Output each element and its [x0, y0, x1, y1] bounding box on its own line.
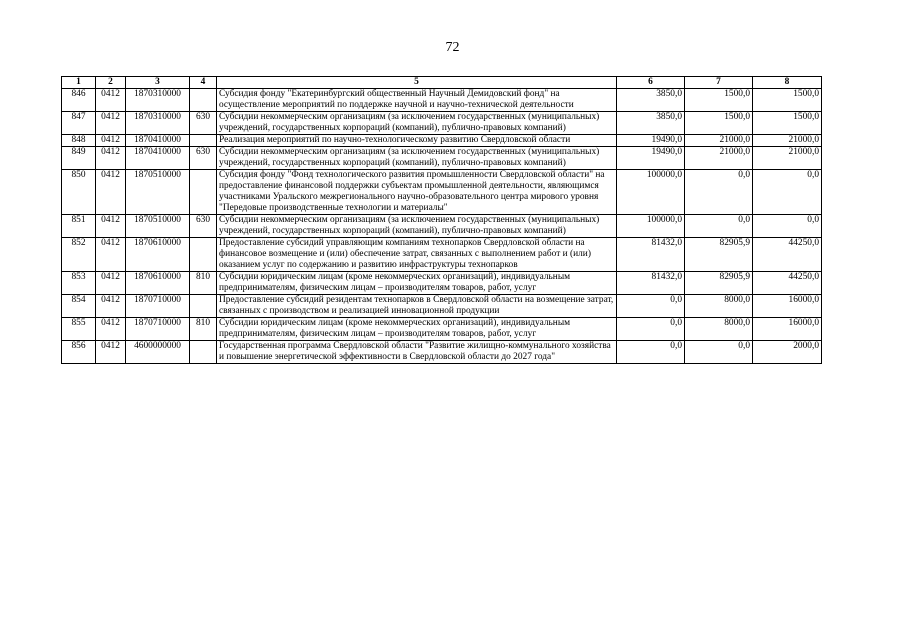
amount-year-1-cell: 0,0 [617, 341, 685, 364]
table-row [62, 170, 822, 215]
section-code-cell: 0412 [96, 135, 126, 147]
amount-year-3-cell: 2000,0 [753, 341, 822, 364]
description-cell: Субсидии юридическим лицам (кроме некоммерческих организаций), индивидуальным предпринимателям, физическим лицам – производителям товаров, работ, услуг [217, 272, 617, 295]
row-number-cell: 846 [62, 89, 96, 112]
amount-year-3-cell: 0,0 [753, 215, 822, 238]
expense-type-cell: 810 [190, 318, 217, 341]
section-code-cell: 0412 [96, 215, 126, 238]
column-header: 4 [190, 77, 217, 89]
amount-year-3-cell: 1500,0 [753, 112, 822, 135]
column-header: 7 [685, 77, 753, 89]
description-cell: Реализация мероприятий по научно-технологическому развитию Свердловской области [217, 135, 617, 147]
amount-year-1-cell: 19490,0 [617, 135, 685, 147]
target-article-cell: 1870610000 [126, 238, 190, 272]
row-number-cell: 851 [62, 215, 96, 238]
expense-type-cell: 630 [190, 112, 217, 135]
section-code-cell: 0412 [96, 341, 126, 364]
description-cell: Государственная программа Свердловской области "Развитие жилищно-коммунального хозяйства и повышение энергетической эффективности в Свердловской области до 2027 года" [217, 341, 617, 364]
section-code-cell: 0412 [96, 318, 126, 341]
page-number: 72 [445, 40, 460, 55]
table-row [62, 295, 822, 318]
amount-year-1-cell: 81432,0 [617, 272, 685, 295]
expense-type-cell [190, 89, 217, 112]
target-article-cell: 4600000000 [126, 341, 190, 364]
row-number-cell: 853 [62, 272, 96, 295]
amount-year-3-cell: 0,0 [753, 170, 822, 215]
section-code-cell: 0412 [96, 272, 126, 295]
description-cell: Предоставление субсидий управляющим компаниям технопарков Свердловской области на финансовое возмещение и (или) обеспечение затрат, связанных с выполнением работ и (или) оказанием услуг по содержанию и развитию инфраструктуры технопарков [217, 238, 617, 272]
expense-type-cell: 630 [190, 215, 217, 238]
description-cell: Субсидии некоммерческим организациям (за исключением государственных (муниципальных) учреждений, государственных корпораций (компаний), публично-правовых компаний) [217, 112, 617, 135]
amount-year-2-cell: 82905,9 [685, 238, 753, 272]
table-row [62, 238, 822, 272]
section-code-cell: 0412 [96, 170, 126, 215]
amount-year-3-cell: 21000,0 [753, 147, 822, 170]
expense-type-cell: 810 [190, 272, 217, 295]
column-header: 2 [96, 77, 126, 89]
expense-type-cell [190, 170, 217, 215]
amount-year-3-cell: 44250,0 [753, 238, 822, 272]
column-header: 1 [62, 77, 96, 89]
column-header: 3 [126, 77, 190, 89]
row-number-cell: 852 [62, 238, 96, 272]
table-row [62, 215, 822, 238]
budget-table [61, 76, 822, 364]
target-article-cell: 1870410000 [126, 147, 190, 170]
header-row [62, 77, 822, 89]
description-cell: Предоставление субсидий резидентам технопарков в Свердловской области на возмещение затрат, связанных с производством и реализацией инновационной продукции [217, 295, 617, 318]
column-header: 6 [617, 77, 685, 89]
row-number-cell: 848 [62, 135, 96, 147]
expense-type-cell [190, 341, 217, 364]
amount-year-1-cell: 3850,0 [617, 112, 685, 135]
expense-type-cell [190, 135, 217, 147]
description-cell: Субсидии некоммерческим организациям (за исключением государственных (муниципальных) учреждений, государственных корпораций (компаний), публично-правовых компаний) [217, 147, 617, 170]
description-cell: Субсидия фонду "Екатеринбургский общественный Научный Демидовский фонд" на осуществление мероприятий по поддержке научной и научно-технической деятельности [217, 89, 617, 112]
target-article-cell: 1870310000 [126, 89, 190, 112]
target-article-cell: 1870710000 [126, 295, 190, 318]
section-code-cell: 0412 [96, 112, 126, 135]
table-row [62, 318, 822, 341]
table-body [62, 89, 822, 364]
row-number-cell: 854 [62, 295, 96, 318]
amount-year-2-cell: 0,0 [685, 170, 753, 215]
table-row [62, 135, 822, 147]
amount-year-2-cell: 0,0 [685, 341, 753, 364]
amount-year-1-cell: 0,0 [617, 295, 685, 318]
amount-year-2-cell: 21000,0 [685, 135, 753, 147]
target-article-cell: 1870410000 [126, 135, 190, 147]
amount-year-1-cell: 3850,0 [617, 89, 685, 112]
row-number-cell: 849 [62, 147, 96, 170]
target-article-cell: 1870510000 [126, 170, 190, 215]
amount-year-2-cell: 21000,0 [685, 147, 753, 170]
amount-year-3-cell: 44250,0 [753, 272, 822, 295]
amount-year-1-cell: 19490,0 [617, 147, 685, 170]
amount-year-2-cell: 0,0 [685, 215, 753, 238]
section-code-cell: 0412 [96, 295, 126, 318]
target-article-cell: 1870310000 [126, 112, 190, 135]
target-article-cell: 1870710000 [126, 318, 190, 341]
description-cell: Субсидии юридическим лицам (кроме некоммерческих организаций), индивидуальным предпринимателям, физическим лицам – производителям товаров, работ, услуг [217, 318, 617, 341]
expense-type-cell [190, 238, 217, 272]
table-row [62, 112, 822, 135]
section-code-cell: 0412 [96, 147, 126, 170]
amount-year-2-cell: 8000,0 [685, 318, 753, 341]
amount-year-1-cell: 81432,0 [617, 238, 685, 272]
table-row [62, 147, 822, 170]
row-number-cell: 855 [62, 318, 96, 341]
row-number-cell: 847 [62, 112, 96, 135]
table-row [62, 89, 822, 112]
row-number-cell: 850 [62, 170, 96, 215]
table-row [62, 341, 822, 364]
amount-year-1-cell: 0,0 [617, 318, 685, 341]
description-cell: Субсидия фонду "Фонд технологического развития промышленности Свердловской области" на предоставление финансовой поддержки субъектам промышленной деятельности, являющимся участниками Уральского межрегионального научно-образовательного центра мирового уровня "Передовые производственные технологии и материалы" [217, 170, 617, 215]
target-article-cell: 1870610000 [126, 272, 190, 295]
amount-year-3-cell: 21000,0 [753, 135, 822, 147]
section-code-cell: 0412 [96, 238, 126, 272]
amount-year-1-cell: 100000,0 [617, 215, 685, 238]
amount-year-2-cell: 1500,0 [685, 112, 753, 135]
amount-year-3-cell: 1500,0 [753, 89, 822, 112]
column-header: 8 [753, 77, 822, 89]
target-article-cell: 1870510000 [126, 215, 190, 238]
amount-year-2-cell: 1500,0 [685, 89, 753, 112]
expense-type-cell [190, 295, 217, 318]
amount-year-3-cell: 16000,0 [753, 295, 822, 318]
row-number-cell: 856 [62, 341, 96, 364]
column-header: 5 [217, 77, 617, 89]
section-code-cell: 0412 [96, 89, 126, 112]
amount-year-1-cell: 100000,0 [617, 170, 685, 215]
amount-year-2-cell: 8000,0 [685, 295, 753, 318]
description-cell: Субсидии некоммерческим организациям (за исключением государственных (муниципальных) учреждений, государственных корпораций (компаний), публично-правовых компаний) [217, 215, 617, 238]
amount-year-2-cell: 82905,9 [685, 272, 753, 295]
table-row [62, 272, 822, 295]
expense-type-cell: 630 [190, 147, 217, 170]
amount-year-3-cell: 16000,0 [753, 318, 822, 341]
